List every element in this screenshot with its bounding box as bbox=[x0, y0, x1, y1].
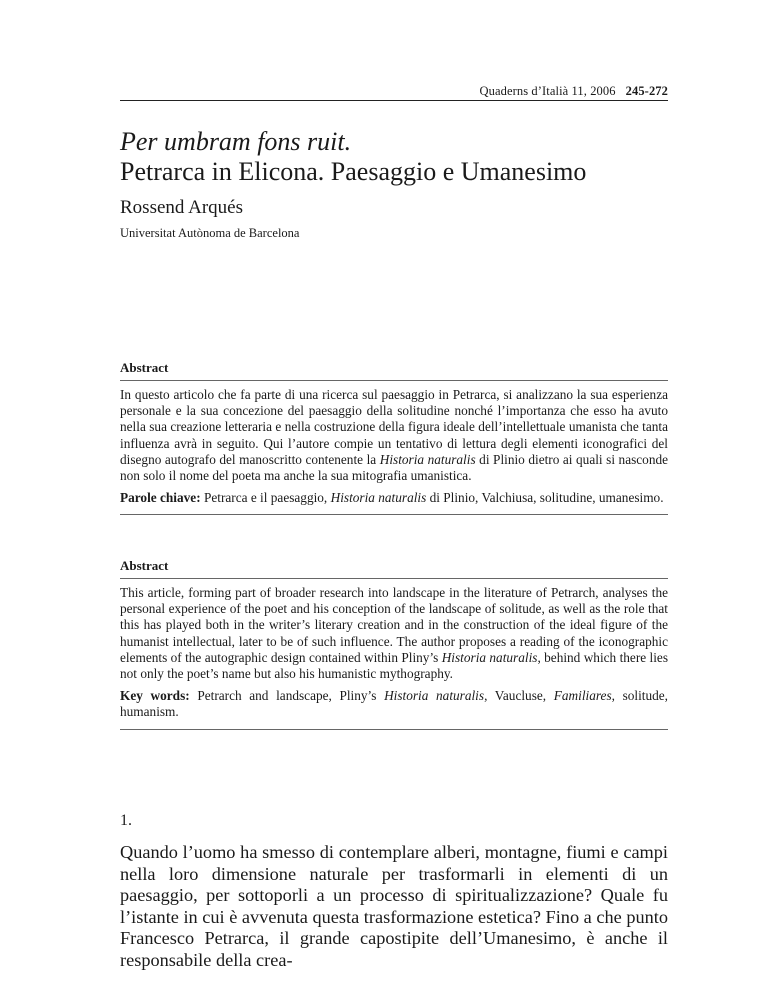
keywords-text: , solitude, humanism. bbox=[120, 688, 669, 720]
abstract-rule bbox=[120, 380, 668, 381]
keywords-text: , Vaucluse, bbox=[484, 688, 547, 704]
abstract-text-part: , behind which there lies not only the poet’s name but also his humanistic mythography. bbox=[120, 649, 668, 682]
author-affiliation: Universitat Autònoma de Barcelona bbox=[120, 226, 300, 240]
page-range: 245-272 bbox=[625, 84, 668, 98]
abstract-text-part: This article, forming part of broader research into landscape in the literature of Petrarch, analyses the personal experience of the poet and his conception of the landscape of solitude, as well as the role that this has played both in the writer’s literary creation and in the construction of the ideal figure of the humanist intellectual, later to be of such influence. The author proposes a reading of the iconographic elements of the autographic design contained within Pliny’s bbox=[120, 585, 668, 665]
abstract-italian bbox=[120, 360, 668, 515]
keywords bbox=[120, 490, 668, 506]
body-paragraph: Quando l’uomo ha smesso di contemplare alberi, montagne, fiumi e campi nella loro dimensione naturale per trasformarli in elementi di un paesaggio, per sottoporli a un processo di spiritualizzazione? Quale fu l’istante in cui è avvenuta questa trasformazione estetica? Fino a che punto Francesco Petrarca, il grande capostipite dell’Umanesimo, è anche il responsabile della crea- bbox=[120, 842, 668, 970]
abstract-text-part: In questo articolo che fa parte di una ricerca sul paesaggio in Petrarca, si analizzano la sua esperienza personale e la sua concezione del paesaggio della solitudine nonché l’importanza che esso ha avuto nella sua creazione letteraria e nella costruzione della figura ideale dell’intellettuale umanista che tanta influenza avrà in seguito. Qui l’autore compie un tentativo di lettura degli elementi iconografici del disegno autografo del manoscritto contenente la bbox=[120, 387, 668, 467]
keywords-italic: Familiares bbox=[553, 688, 612, 704]
abstract-text bbox=[120, 585, 668, 682]
section-number: 1. bbox=[120, 812, 132, 829]
abstract-end-rule bbox=[120, 514, 668, 515]
keywords-text: Petrarca e il paesaggio, bbox=[203, 490, 328, 506]
abstract-italic-term: Historia naturalis bbox=[379, 451, 476, 467]
keywords-italic: Historia naturalis bbox=[384, 688, 485, 704]
abstract-text-part: di Plinio dietro ai quali si nasconde non solo il nome del poeta ma anche la sua mitografia umanistica. bbox=[120, 451, 669, 484]
journal-citation: Quaderns d’Italià 11, 2006 bbox=[479, 84, 616, 98]
abstract-english bbox=[120, 558, 668, 730]
abstract-italic-term: Historia naturalis bbox=[441, 649, 538, 665]
abstract-rule bbox=[120, 578, 668, 579]
keywords bbox=[120, 688, 668, 720]
keywords-italic: Historia naturalis bbox=[330, 490, 427, 506]
keywords-text: di Plinio, Valchiusa, solitudine, umanesimo. bbox=[429, 490, 664, 506]
abstract-end-rule bbox=[120, 729, 668, 730]
abstract-text bbox=[120, 387, 668, 484]
abstract-heading: Abstract bbox=[120, 360, 169, 375]
keywords-text: Petrarch and landscape, Pliny’s bbox=[197, 688, 377, 704]
title-italic-line: Per umbram fons ruit. bbox=[120, 127, 352, 156]
author-name: Rossend Arqués bbox=[120, 197, 243, 218]
title-main-line: Petrarca in Elicona. Paesaggio e Umanesimo bbox=[120, 157, 587, 186]
abstract-heading: Abstract bbox=[120, 558, 169, 573]
article-title bbox=[120, 127, 668, 187]
header-rule bbox=[120, 100, 668, 101]
keywords-label: Parole chiave: bbox=[120, 490, 201, 506]
running-head bbox=[120, 84, 668, 99]
keywords-label: Key words: bbox=[120, 688, 190, 704]
